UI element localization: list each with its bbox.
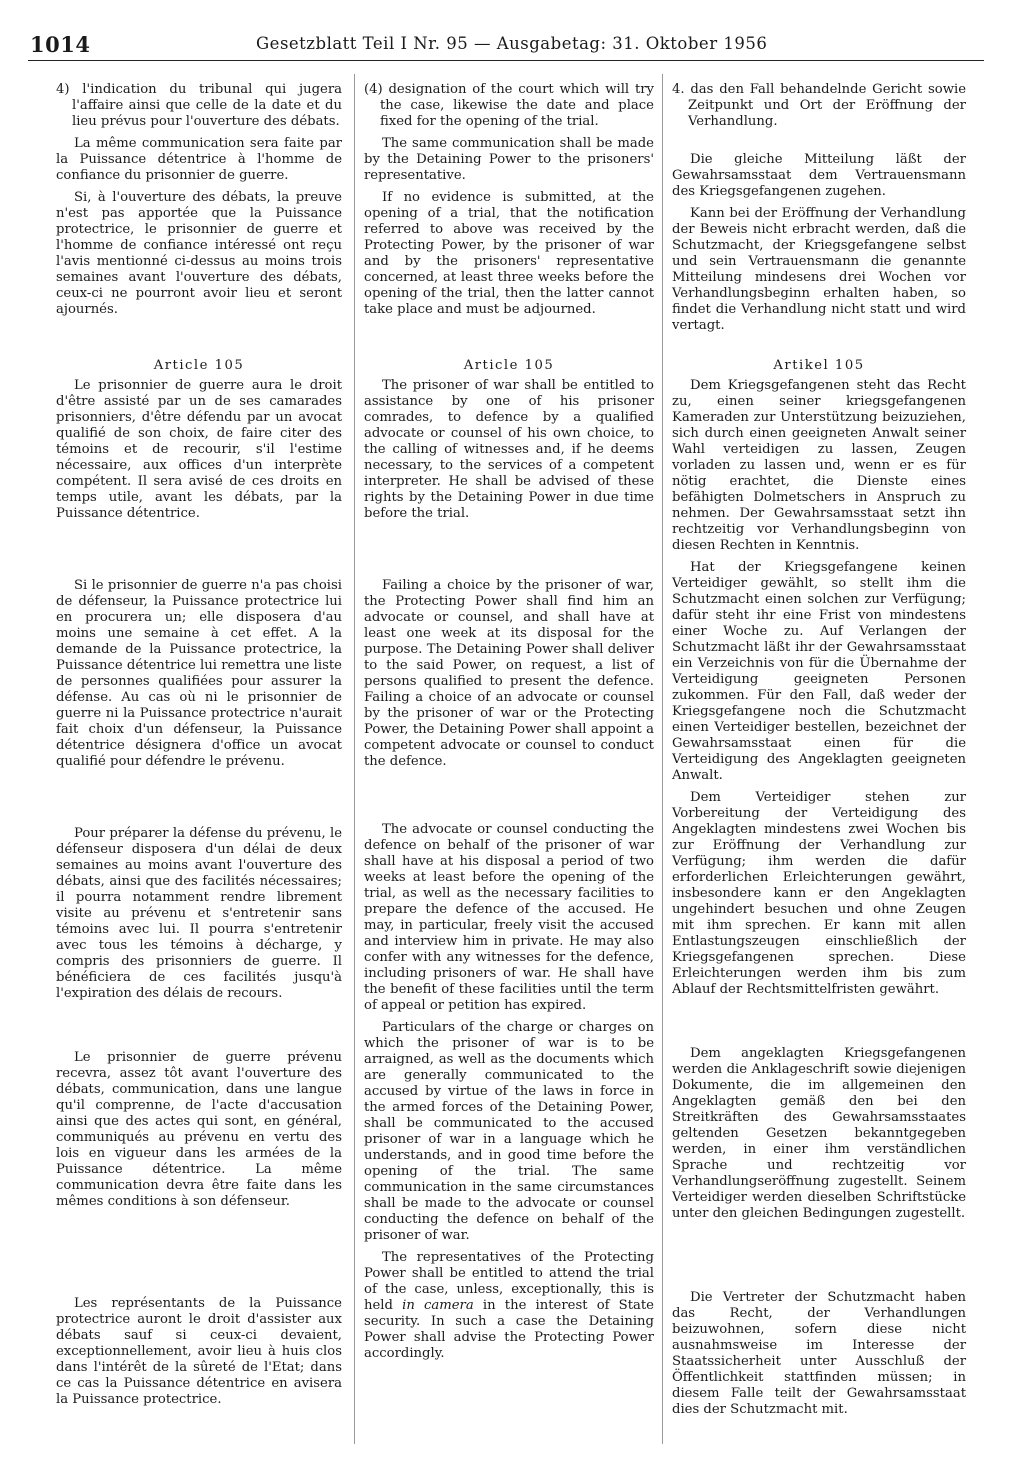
german-paragraph-4: Hat der Kriegsgefangene keinen Verteidiger gewählt, so stellt ihm die Schutzmacht einen solchen zur Verfügung; dafür steht ihr eine Frist von mindestens einer Woche zu. Auf Verlangen der Schutzmacht läßt ihr der Gewahrsamsstaat ein Verzeichnis von für die Übernahme der Verteidigung geeigneten Personen zukommen. Für den Fall, daß weder der Kriegsgefangene noch die Schutzmacht einen Verteidiger bestellen, bezeichnet der Gewahrsamsstaat einen für die Verteidigung des Angeklagten geeigneten Anwalt.	[672, 560, 966, 783]
english-paragraph-1: The same communication shall be made by the Detaining Power to the prisoners' representative.	[364, 136, 654, 183]
english-article-heading: Article 105	[463, 358, 555, 373]
english-paragraph-7	[364, 1250, 654, 1362]
german-block-1	[672, 152, 966, 340]
german-block-7	[672, 1290, 966, 1424]
column-divider-2	[662, 74, 663, 1444]
german-article-heading: Artikel 105	[773, 358, 865, 373]
german-block-6	[672, 1046, 966, 1228]
french-paragraph-7: Les représentants de la Puissance protectrice auront le droit d'assister aux débats sauf si ceux-ci devaient, exceptionnellement, avoir lieu à huis clos dans l'intérêt de la sûreté de l'Etat; dans ce cas la Puissance détentrice en avisera la Puissance protectrice.	[56, 1296, 342, 1407]
german-paragraph-1: Die gleiche Mitteilung läßt der Gewahrsamsstaat dem Vertrauensmann des Kriegsgefangenen zugehen.	[672, 152, 966, 199]
english-in-camera: in camera	[402, 1298, 474, 1313]
english-paragraph-7-b: in the interest of State security. In such a case the Detaining Power shall advise the Protecting Power accordingly.	[364, 1298, 654, 1361]
english-paragraph-7-a: The representatives of the Protecting Power shall be entitled to attend the trial of the case, unless, exceptionally, this is held	[364, 1250, 654, 1313]
french-paragraph-5: Pour préparer la défense du prévenu, le défenseur disposera d'un délai de deux semaines au moins avant l'ouverture des débats, ainsi que des facilités nécessaires; il pourra notamment rendre librement visite au prévenu et s'entretenir sans témoins avec lui. Il pourra s'entretenir avec tous les témoins à décharge, y compris des prisonniers de guerre. Il bénéficiera de ces facilités jusqu'à l'expiration des délais de recours.	[56, 826, 342, 1001]
french-block-4	[56, 578, 342, 776]
french-block-7	[56, 1296, 342, 1414]
german-article-block	[672, 358, 966, 1004]
english-paragraph-6: Particulars of the charge or charges on which the prisoner of war is to be arraigned, as well as the documents which are generally communicated to the accused by virtue of the laws in force in the armed forces of the Detaining Power, shall be communicated to the accused prisoner of war in a language which he understands, and in good time before the opening of the trial. The same communication in the same circumstances shall be made to the advocate or counsel conducting the defence on behalf of the prisoner of war.	[364, 1020, 654, 1243]
english-paragraph-2: If no evidence is submitted, at the opening of a trial, that the notification referred to above was received by the Protecting Power, by the prisoner of war and by the prisoners' representative concerned, at least three weeks before the opening of the trial, then the latter cannot take place and must be adjourned.	[364, 190, 654, 317]
column-divider-1	[354, 74, 355, 1444]
french-item-4: 4) l'indication du tribunal qui jugera l'affaire ainsi que celle de la date et du lieu prévus pour l'ouverture des débats.	[56, 82, 342, 129]
french-paragraph-2: Si, à l'ouverture des débats, la preuve n'est pas apportée que la Puissance protectrice, le prisonnier de guerre et l'homme de confiance intéressé ont reçu l'avis mentionné ci-dessus au moins trois semaines avant l'ouverture des débats, ceux-ci ne pourront avoir lieu et seront ajournés.	[56, 190, 342, 317]
page-header	[28, 30, 984, 61]
french-article-block	[56, 358, 342, 528]
english-paragraph-3: The prisoner of war shall be entitled to assistance by one of his prisoner comrades, to defence by a qualified advocate or counsel of his own choice, to the calling of witnesses and, if he deems necessary, to the services of a competent interpreter. He shall be advised of these rights by the Detaining Power in due time before the trial.	[364, 378, 654, 521]
english-paragraph-5: The advocate or counsel conducting the defence on behalf of the prisoner of war shall have at his disposal a period of two weeks at least before the opening of the trial, as well as the necessary facilities to prepare the defence of the accused. He may, in particular, freely visit the accused and interview him in private. He may also confer with any witnesses for the defence, including prisoners of war. He shall have the benefit of these facilities until the term of appeal or petition has expired.	[364, 822, 654, 1013]
page-number: 1014	[30, 32, 91, 57]
english-paragraph-4: Failing a choice by the prisoner of war, the Protecting Power shall find him an advocate or counsel, and shall have at least one week at its disposal for the purpose. The Detaining Power shall deliver to the said Power, on request, a list of persons qualified to present the defence. Failing a choice of an advocate or counsel by the prisoner of war or the Protecting Power, the Detaining Power shall appoint a competent advocate or counsel to conduct the defence.	[364, 578, 654, 769]
german-item-4: 4. das den Fall behandelnde Gericht sowie Zeitpunkt und Ort der Eröffnung der Verhandlung.	[672, 82, 966, 129]
french-column	[56, 82, 342, 324]
german-paragraph-5: Dem Verteidiger stehen zur Vorbereitung der Verteidigung des Angeklagten mindestens zwei Wochen bis zur Eröffnung der Verhandlung zur Verfügung; ihm werden die dafür erforderlichen Erleichterungen gewährt, insbesondere kann er den Angeklagten ungehindert besuchen und ohne Zeugen mit ihm sprechen. Er kann mit allen Entlastungszeugen einschließlich der Kriegsgefangenen sprechen. Diese Erleichterungen werden ihm bis zum Ablauf der Rechtsmittelfristen gewährt.	[672, 790, 966, 997]
gazette-title: Gesetzblatt Teil I Nr. 95 — Ausgabetag: 31. Oktober 1956	[256, 34, 768, 53]
french-paragraph-3: Le prisonnier de guerre aura le droit d'être assisté par un de ses camarades prisonniers, d'être défendu par un avocat qualifié de son choix, de faire citer des témoins et de recourir, s'il l'estime nécessaire, aux offices d'un interprète compétent. Il sera avisé de ces droits en temps utile, avant les débats, par la Puissance détentrice.	[56, 378, 342, 521]
english-article-block	[364, 358, 654, 528]
french-block-5	[56, 826, 342, 1008]
german-column	[672, 82, 966, 136]
french-block-6	[56, 1050, 342, 1216]
german-paragraph-2: Kann bei der Eröffnung der Verhandlung der Beweis nicht erbracht werden, daß die Schutzmacht, der Kriegsgefangene selbst und sein Vertrauensmann die genannte Mitteilung mindesens drei Wochen vor Verhandlungsbeginn erhalten haben, so findet die Verhandlung nicht statt und wird vertagt.	[672, 206, 966, 333]
english-item-4: (4) designation of the court which will try the case, likewise the date and place fixed for the opening of the trial.	[364, 82, 654, 129]
english-column	[364, 82, 654, 324]
german-paragraph-7: Die Vertreter der Schutzmacht haben das Recht, der Verhandlungen beizuwohnen, sofern diese nicht ausnahmsweise im Interesse der Staatssicherheit unter Ausschluß der Öffentlichkeit stattfinden müssen; in diesem Falle teilt der Gewahrsamsstaat dies der Schutzmacht mit.	[672, 1290, 966, 1417]
german-paragraph-6: Dem angeklagten Kriegsgefangenen werden die Anklageschrift sowie diejenigen Dokumente, die im allgemeinen den Angeklagten gemäß den bei den Streitkräften des Gewahrsamsstaates geltenden Gesetzen bekanntgegeben werden, in einer ihm verständlichen Sprache und rechtzeitig vor Verhandlungseröffnung zugestellt. Seinem Verteidiger werden dieselben Schriftstücke unter den gleichen Bedingungen zugestellt.	[672, 1046, 966, 1221]
german-paragraph-3: Dem Kriegsgefangenen steht das Recht zu, einen seiner kriegsgefangenen Kameraden zur Unterstützung beizuziehen, sich durch einen geeigneten Anwalt seiner Wahl verteidigen zu lassen, Zeugen vorladen zu lassen und, wenn er es für nötig erachtet, die Dienste eines befähigten Dolmetschers in Anspruch zu nehmen. Der Gewahrsamsstaat setzt ihn rechtzeitig vor Verhandlungsbeginn von diesen Rechten in Kenntnis.	[672, 378, 966, 553]
french-paragraph-4: Si le prisonnier de guerre n'a pas choisi de défenseur, la Puissance protectrice lui en procurera un; elle disposera d'au moins une semaine à cet effet. A la demande de la Puissance protectrice, la Puissance détentrice lui remettra une liste de personnes qualifiées pour assurer la défense. Au cas où ni le prisonnier de guerre ni la Puissance protectrice n'aurait fait choix d'un défenseur, la Puissance détentrice désignera d'office un avocat qualifié pour défendre le prévenu.	[56, 578, 342, 769]
french-paragraph-6: Le prisonnier de guerre prévenu recevra, assez tôt avant l'ouverture des débats, communication, dans une langue qu'il comprenne, de l'acte d'accusation ainsi que des actes qui sont, en général, communiqués au prévenu en vertu des lois en vigueur dans les armées de la Puissance détentrice. La même communication devra être faite dans les mêmes conditions à son défenseur.	[56, 1050, 342, 1209]
french-paragraph-1: La même communication sera faite par la Puissance détentrice à l'homme de confiance du prisonnier de guerre.	[56, 136, 342, 183]
english-block-5	[364, 822, 654, 1368]
english-block-4	[364, 578, 654, 776]
french-article-heading: Article 105	[153, 358, 245, 373]
